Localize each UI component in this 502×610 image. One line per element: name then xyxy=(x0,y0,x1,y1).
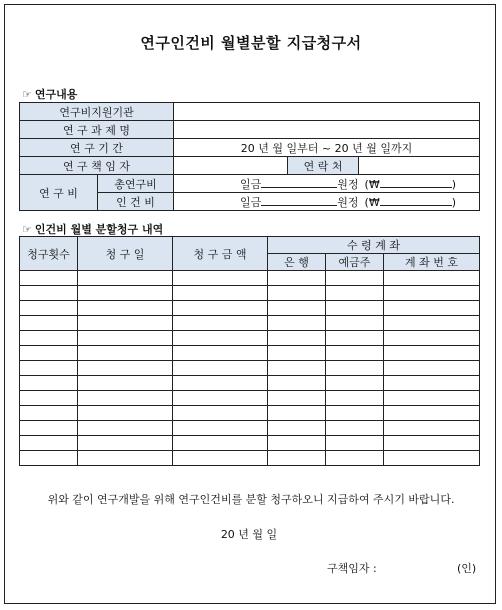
claim-cell[interactable] xyxy=(268,346,326,361)
col-header-account: 수 령 계 좌 xyxy=(268,237,480,254)
claim-cell[interactable] xyxy=(326,301,384,316)
pointing-hand-icon: ☞ xyxy=(22,88,32,101)
claim-cell[interactable] xyxy=(20,331,78,346)
claim-cell[interactable] xyxy=(384,376,480,391)
table-row xyxy=(20,436,480,451)
claim-cell[interactable] xyxy=(384,301,480,316)
claim-cell[interactable] xyxy=(326,406,384,421)
claim-cell[interactable] xyxy=(78,421,173,436)
agency-label: 연구비지원기관 xyxy=(20,103,174,121)
claim-cell[interactable] xyxy=(326,316,384,331)
claim-cell[interactable] xyxy=(173,301,268,316)
seal-mark: (인) xyxy=(457,562,477,575)
claimant-name-field[interactable] xyxy=(388,560,448,574)
claim-cell[interactable] xyxy=(78,391,173,406)
claim-cell[interactable] xyxy=(78,316,173,331)
section-label: 인건비 월별 분할청구 내역 xyxy=(34,223,164,236)
claim-cell[interactable] xyxy=(384,436,480,451)
table-row xyxy=(20,331,480,346)
claim-cell[interactable] xyxy=(326,391,384,406)
claim-cell[interactable] xyxy=(78,361,173,376)
claim-cell[interactable] xyxy=(268,436,326,451)
claim-cell[interactable] xyxy=(173,286,268,301)
research-info-table xyxy=(19,102,480,211)
claimant-label: 구책임자 : xyxy=(327,562,377,575)
agency-field[interactable] xyxy=(174,103,480,121)
claim-cell[interactable] xyxy=(20,271,78,286)
claim-cell[interactable] xyxy=(20,301,78,316)
claim-cell[interactable] xyxy=(78,436,173,451)
project-label: 연 구 과 제 명 xyxy=(20,121,174,139)
contact-field[interactable] xyxy=(359,157,480,175)
labor-cost-field[interactable]: 일금 원정 (₩ ) xyxy=(174,193,480,211)
claim-cell[interactable] xyxy=(326,451,384,466)
claim-cell[interactable] xyxy=(20,346,78,361)
claim-cell[interactable] xyxy=(384,271,480,286)
table-row xyxy=(20,376,480,391)
pi-field[interactable] xyxy=(174,157,288,175)
claim-cell[interactable] xyxy=(173,451,268,466)
claim-cell[interactable] xyxy=(326,286,384,301)
claim-cell[interactable] xyxy=(173,316,268,331)
claim-cell[interactable] xyxy=(268,286,326,301)
table-row xyxy=(20,361,480,376)
claim-cell[interactable] xyxy=(173,271,268,286)
claim-cell[interactable] xyxy=(173,436,268,451)
claim-cell[interactable] xyxy=(20,316,78,331)
claim-cell[interactable] xyxy=(384,361,480,376)
claim-cell[interactable] xyxy=(326,436,384,451)
claim-cell[interactable] xyxy=(20,391,78,406)
table-row xyxy=(20,271,480,286)
form-title: 연구인건비 월별분할 지급청구서 xyxy=(140,34,362,52)
table-row xyxy=(20,391,480,406)
claim-cell[interactable] xyxy=(78,331,173,346)
section-heading-claims xyxy=(22,221,163,237)
claim-cell[interactable] xyxy=(20,451,78,466)
claim-cell[interactable] xyxy=(326,346,384,361)
table-row xyxy=(20,301,480,316)
claim-cell[interactable] xyxy=(173,346,268,361)
table-row xyxy=(20,406,480,421)
claim-cell[interactable] xyxy=(384,316,480,331)
claim-cell[interactable] xyxy=(173,406,268,421)
statement-date: 20 년 월 일 xyxy=(220,528,278,541)
claim-cell[interactable] xyxy=(78,406,173,421)
table-row xyxy=(20,286,480,301)
table-row xyxy=(20,421,480,436)
claim-cell[interactable] xyxy=(384,346,480,361)
claim-cell[interactable] xyxy=(326,271,384,286)
section-heading-research xyxy=(22,86,77,102)
claim-cell[interactable] xyxy=(173,421,268,436)
claim-cell[interactable] xyxy=(384,331,480,346)
claim-cell[interactable] xyxy=(326,331,384,346)
claim-cell[interactable] xyxy=(268,316,326,331)
claim-cell[interactable] xyxy=(78,286,173,301)
claim-cell[interactable] xyxy=(173,376,268,391)
col-header-holder: 예금주 xyxy=(326,254,384,271)
claim-cell[interactable] xyxy=(268,406,326,421)
claim-cell[interactable] xyxy=(268,331,326,346)
claim-cell[interactable] xyxy=(268,451,326,466)
claim-cell[interactable] xyxy=(384,286,480,301)
col-header-amount: 청 구 금 액 xyxy=(173,237,268,271)
claim-cell[interactable] xyxy=(173,391,268,406)
claim-cell[interactable] xyxy=(20,421,78,436)
table-row xyxy=(20,316,480,331)
total-fund-label: 총연구비 xyxy=(98,175,174,193)
claim-cell[interactable] xyxy=(384,406,480,421)
col-header-count: 청구횟수 xyxy=(20,237,78,271)
table-row xyxy=(20,346,480,361)
claim-cell[interactable] xyxy=(20,376,78,391)
pi-label: 연 구 책 임 자 xyxy=(20,157,174,175)
claim-cell[interactable] xyxy=(326,376,384,391)
claim-cell[interactable] xyxy=(326,361,384,376)
claim-cell[interactable] xyxy=(78,376,173,391)
claim-cell[interactable] xyxy=(384,451,480,466)
col-header-bank: 은 행 xyxy=(268,254,326,271)
statement-text: 위와 같이 연구개발을 위해 연구인건비를 분할 청구하오니 지급하여 주시기 바랍니다. xyxy=(47,493,455,506)
claim-cell[interactable] xyxy=(268,391,326,406)
claim-cell[interactable] xyxy=(20,286,78,301)
claim-cell[interactable] xyxy=(20,436,78,451)
claim-cell[interactable] xyxy=(78,271,173,286)
claim-cell[interactable] xyxy=(20,361,78,376)
period-field[interactable]: 20 년 월 일부터 ~ 20 년 월 일까지 xyxy=(174,139,480,157)
claim-cell[interactable] xyxy=(384,391,480,406)
contact-label: 연 락 처 xyxy=(288,157,359,175)
claim-cell[interactable] xyxy=(268,271,326,286)
period-label: 연 구 기 간 xyxy=(20,139,174,157)
claim-cell[interactable] xyxy=(78,346,173,361)
labor-cost-label: 인 건 비 xyxy=(98,193,174,211)
claims-table xyxy=(19,236,480,466)
col-header-date: 청 구 일 xyxy=(78,237,173,271)
claim-cell[interactable] xyxy=(20,406,78,421)
table-row xyxy=(20,451,480,466)
section-label: 연구내용 xyxy=(34,88,78,101)
claim-cell[interactable] xyxy=(268,301,326,316)
total-fund-field[interactable]: 일금 원정 (₩ ) xyxy=(174,175,480,193)
claim-cell[interactable] xyxy=(173,331,268,346)
claim-cell[interactable] xyxy=(78,301,173,316)
claim-cell[interactable] xyxy=(78,451,173,466)
col-header-account-number: 계 좌 번 호 xyxy=(384,254,480,271)
claim-cell[interactable] xyxy=(173,361,268,376)
claim-cell[interactable] xyxy=(326,421,384,436)
claim-cell[interactable] xyxy=(384,421,480,436)
claim-cell[interactable] xyxy=(268,421,326,436)
fund-label: 연 구 비 xyxy=(20,175,98,211)
claim-cell[interactable] xyxy=(268,361,326,376)
project-field[interactable] xyxy=(174,121,480,139)
claim-cell[interactable] xyxy=(268,376,326,391)
pointing-hand-icon: ☞ xyxy=(22,223,32,236)
